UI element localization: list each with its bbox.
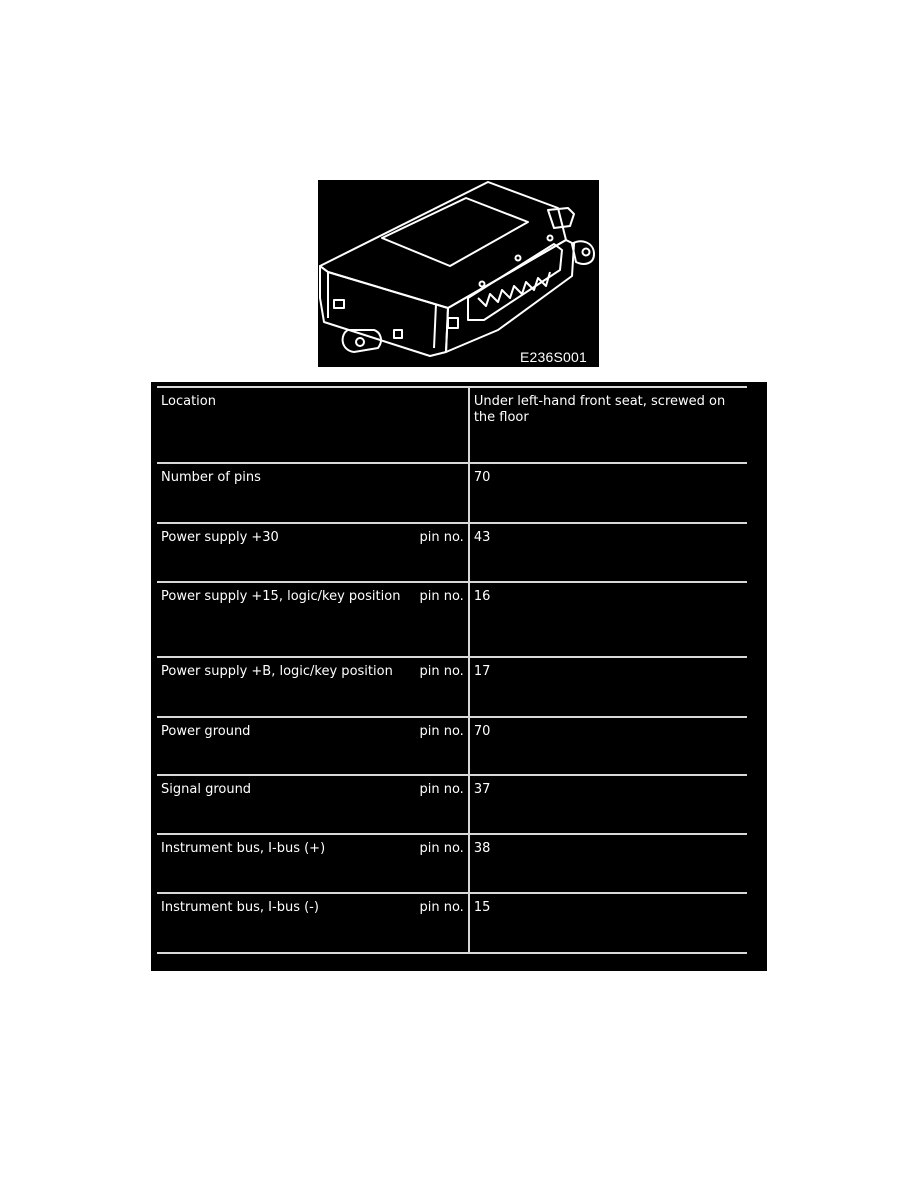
pin-label: pin no. bbox=[415, 775, 468, 834]
control-module-drawing bbox=[318, 180, 599, 367]
table-row bbox=[157, 893, 747, 953]
table-row bbox=[157, 775, 747, 834]
pin-label: pin no. bbox=[415, 834, 468, 893]
figure-caption: E236S001 bbox=[520, 349, 587, 365]
table-row bbox=[157, 582, 747, 657]
table-row bbox=[157, 717, 747, 775]
row-value: 43 bbox=[469, 523, 747, 582]
pin-label: pin no. bbox=[415, 657, 468, 717]
row-label: Signal ground bbox=[157, 775, 415, 834]
row-label: Number of pins bbox=[157, 463, 415, 523]
row-value: 38 bbox=[469, 834, 747, 893]
row-value: 70 bbox=[469, 717, 747, 775]
table-row bbox=[157, 387, 747, 463]
row-value: 70 bbox=[469, 463, 747, 523]
row-label: Instrument bus, I-bus (+) bbox=[157, 834, 415, 893]
pin-specification-panel bbox=[151, 382, 767, 971]
table-row bbox=[157, 523, 747, 582]
row-label: Power supply +15, logic/key position bbox=[157, 582, 415, 657]
pin-specification-table bbox=[157, 386, 747, 954]
pin-label: pin no. bbox=[415, 893, 468, 953]
row-label: Location bbox=[157, 387, 415, 463]
pin-label bbox=[415, 463, 468, 523]
row-label: Power supply +30 bbox=[157, 523, 415, 582]
table-row bbox=[157, 463, 747, 523]
row-value: Under left-hand front seat, screwed on the floor bbox=[469, 387, 747, 463]
table-row bbox=[157, 657, 747, 717]
row-value: 16 bbox=[469, 582, 747, 657]
row-label: Instrument bus, I-bus (-) bbox=[157, 893, 415, 953]
pin-label: pin no. bbox=[415, 717, 468, 775]
pin-label: pin no. bbox=[415, 582, 468, 657]
row-value: 17 bbox=[469, 657, 747, 717]
row-label: Power supply +B, logic/key position bbox=[157, 657, 415, 717]
table-row bbox=[157, 834, 747, 893]
pin-label bbox=[415, 387, 468, 463]
control-module-illustration bbox=[318, 180, 599, 367]
row-value: 37 bbox=[469, 775, 747, 834]
row-value: 15 bbox=[469, 893, 747, 953]
row-label: Power ground bbox=[157, 717, 415, 775]
pin-label: pin no. bbox=[415, 523, 468, 582]
